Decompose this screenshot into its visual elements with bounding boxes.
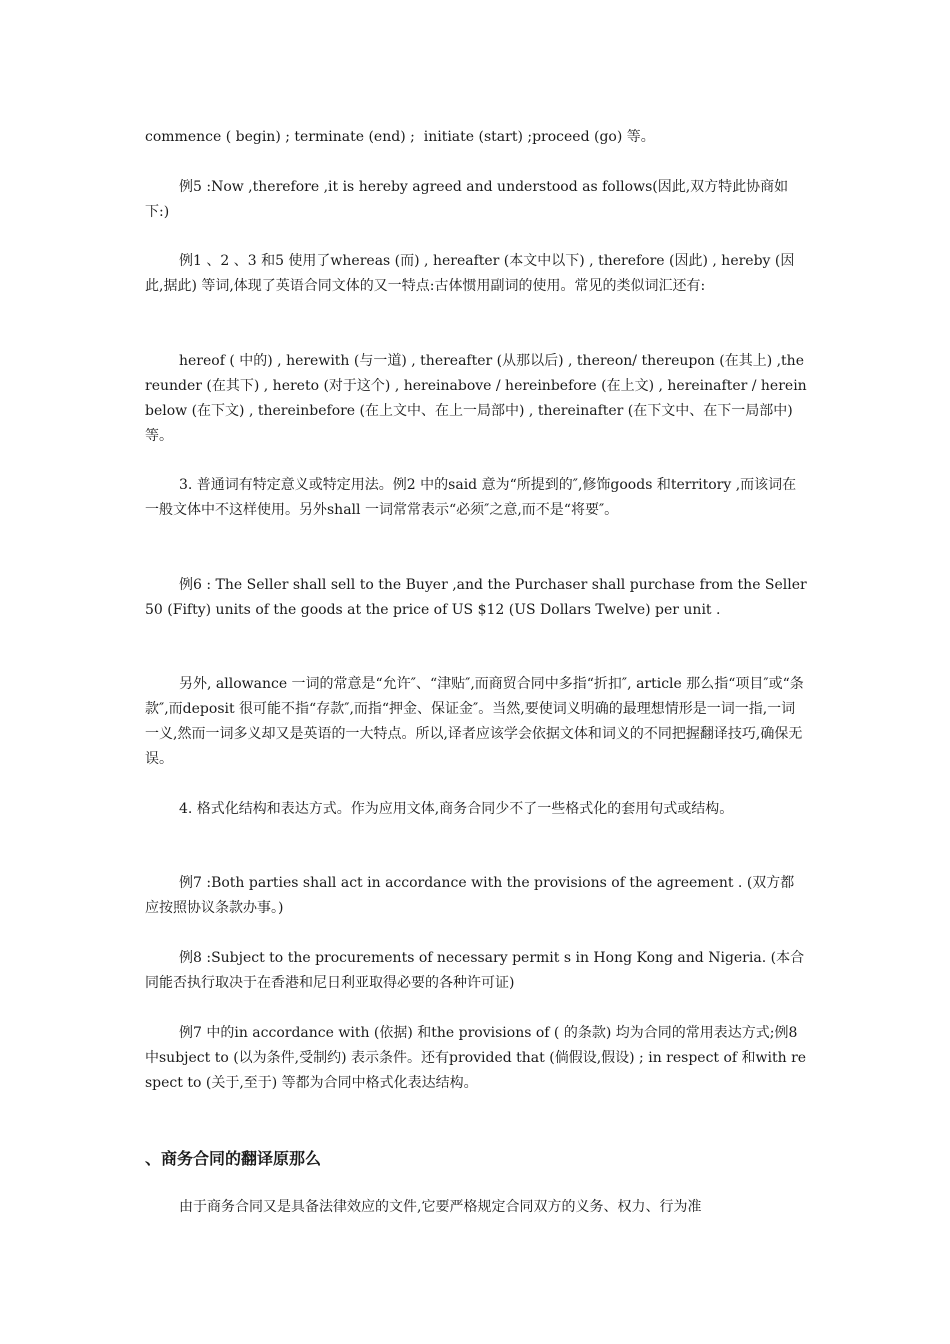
section-heading: 、商务合同的翻译原那么 [145,1149,322,1168]
paragraph-point-3: 3. 普通词有特定意义或特定用法。例2 中的said 意为“所提到的″,修饰goods 和territory ,而该词在一般文体中不这样使用。另外shall 一词常常表示“必须″之意,而不是“将要″。 [145,477,797,518]
paragraph-expressions: 例7 中的in accordance with (依据) 和the provisions of ( 的条款) 均为合同的常用表达方式;例8 中subject to (以为条件,受制约) 表示条件。还有provided that (倘假设,假设) ; in respect of 和with respect to (关于,至于) 等都为合同中格式化表达结构。 [145,1025,807,1091]
paragraph-final: 由于商务合同又是具备法律效应的文件,它要严格规定合同双方的义务、权力、行为准 [179,1199,702,1215]
paragraph-archaic-adverbs: 例1 、2 、3 和5 使用了whereas (而) , hereafter (本文中以下) , therefore (因此) , hereby (因此,据此) 等词,体现了英语合同文体的又一特点:古体惯用副词的使用。常见的类似词汇还有: [145,253,795,294]
paragraph-similar-words: hereof ( 中的) , herewith (与一道) , thereafter (从那以后) , thereon/ thereupon (在其上) ,thereunder (在其下) , hereto (对于这个) , hereinabove / hereinbefore (在上文) , hereinafter / hereinbelow (在下文) , thereinbefore (在上文中、在上一局部中) , thereinafter (在下文中、在下一局部中) 等。 [145,353,807,444]
paragraph-example-7: 例7 :Both parties shall act in accordance with the provisions of the agreement . (双方都应按照协议条款办事。) [145,875,795,916]
paragraph-example-6: 例6 : The Seller shall sell to the Buyer ,and the Purchaser shall purchase from the Seller 50 (Fifty) units of the goods at the price of US $12 (US Dollars Twelve) per unit . [145,577,812,618]
paragraph-allowance: 另外, allowance 一词的常意是“允许″、“津贴″,而商贸合同中多指“折扣″, article 那么指“项目″或“条款″,而deposit 很可能不指“存款″,而指“押金、保证金″。当然,要使词义明确的最理想情形是一词一指,一词一义,然而一词多义却又是英语的一大特点。所以,译者应该学会依据文体和词义的不同把握翻译技巧,确保无误。 [145,676,804,767]
paragraph-example-8: 例8 :Subject to the procurements of necessary permit s in Hong Kong and Nigeria. (本合同能否执行取决于在香港和尼日利亚取得必要的各种许可证) [145,950,805,991]
paragraph-point-4: 4. 格式化结构和表达方式。作为应用文体,商务合同少不了一些格式化的套用句式或结构。 [179,801,734,817]
paragraph-example-5: 例5 :Now ,therefore ,it is hereby agreed and understood as follows(因此,双方特此协商如下:) [145,179,789,220]
paragraph-verbs-list: commence ( begin) ; terminate (end) ; initiate (start) ;proceed (go) 等。 [145,129,655,145]
